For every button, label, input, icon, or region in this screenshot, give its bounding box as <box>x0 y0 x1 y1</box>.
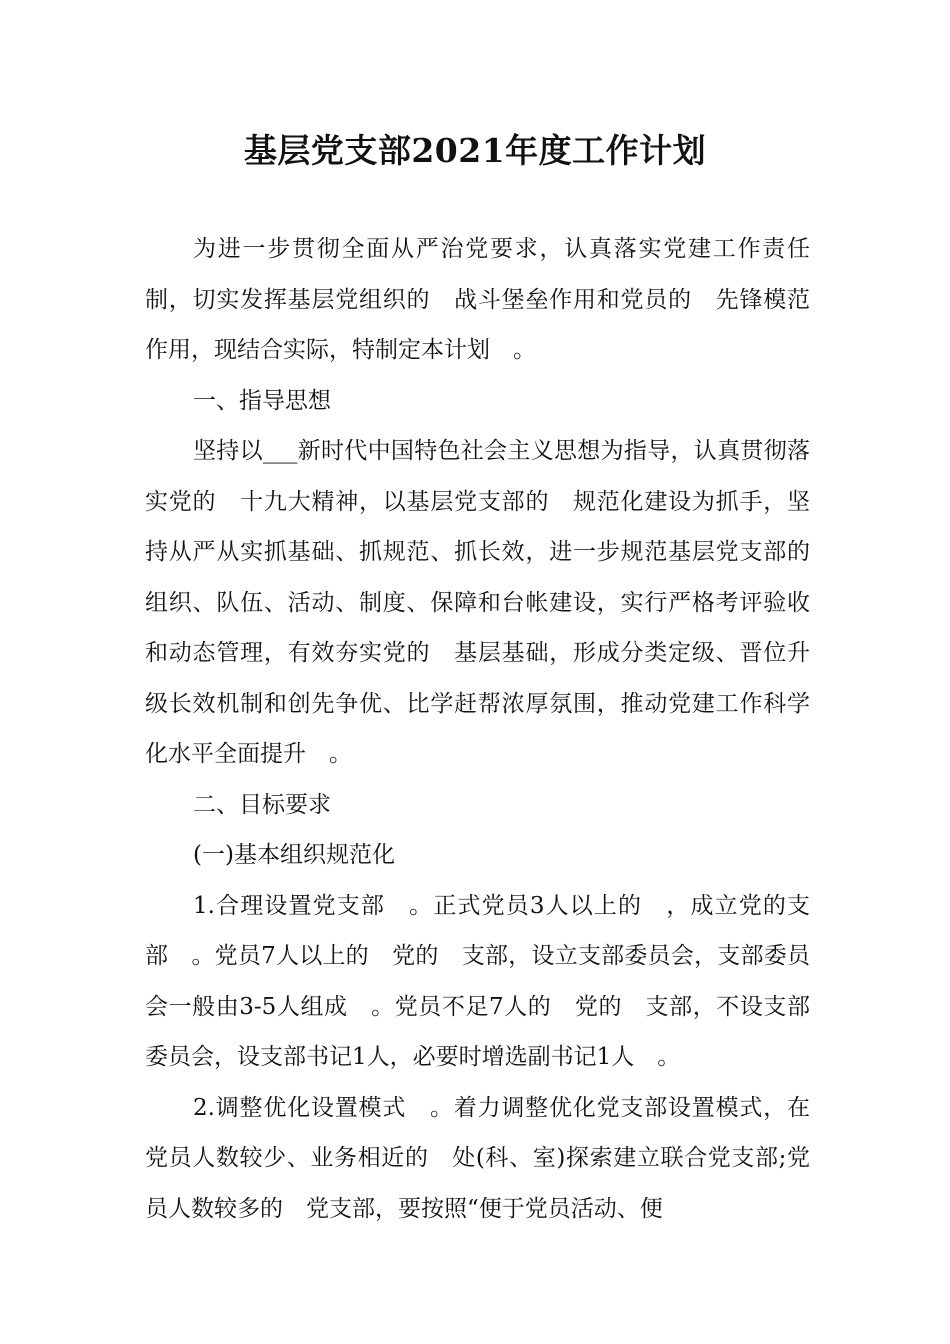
document-title: 基层党支部2021年度工作计划 <box>243 131 707 170</box>
section-heading-guiding-thought: 一、指导思想 <box>193 387 331 414</box>
section-heading-goals: 二、目标要求 <box>193 791 331 818</box>
paragraph-guiding-thought: 坚持以___新时代中国特色社会主义思想为指导，认真贯彻落实党的 十九大精神，以基层党支部的 规范化建设为抓手，坚持从严从实抓基础、抓规范、抓长效，进一步规范基层党支部的 组织、队伍、活动、制度、保障和台帐建设，实行严格考评验收和动态管理，有效夯实党的 基层基础，形成分类定级、晋位升级长效机制和创先争优、比学赶帮浓厚氛围，推动党建工作科学化水平全面提升 。 <box>145 438 833 767</box>
subsection-heading-organization: (一)基本组织规范化 <box>193 842 395 868</box>
document-body <box>145 224 833 1234</box>
paragraph-item-2: 2.调整优化设置模式 。着力调整优化党支部设置模式，在党员人数较少、业务相近的 处(科、室)探索建立联合党支部;党员人数较多的 党支部，要按照“便于党员活动、便 <box>145 1094 810 1222</box>
paragraph-item-1: 1.合理设置党支部 。正式党员3人以上的 ，成立党的支部 。党员7人以上的 党的 支部，设立支部委员会，支部委员会一般由3-5人组成 。党员不足7人的 党的 支部，不设支部委员会，设支部书记1人，必要时增选副书记1人 。 <box>145 892 810 1070</box>
paragraph-intro: 为进一步贯彻全面从严治党要求，认真落实党建工作责任制，切实发挥基层党组织的 战斗堡垒作用和党员的 先锋模范作用，现结合实际，特制定本计划 。 <box>145 236 810 363</box>
